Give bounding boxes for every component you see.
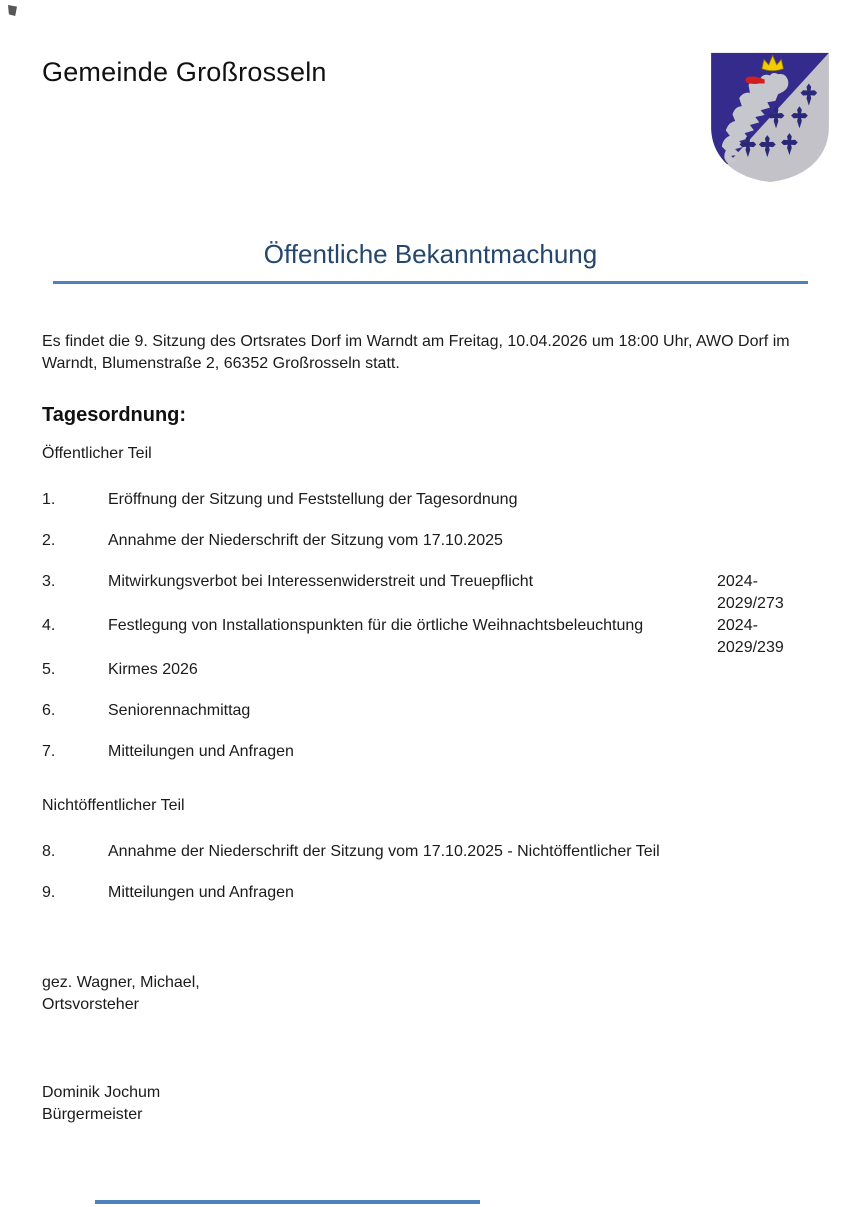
agenda-item-text: Festlegung von Installationspunkten für die örtliche Weihnachtsbeleuchtung (108, 617, 644, 634)
agenda-item-reference (717, 571, 819, 615)
signature-buergermeister (42, 1082, 819, 1126)
agenda-item (42, 530, 819, 552)
document-title: Öffentliche Bekanntmachung (263, 239, 598, 269)
agenda-item-text: Eröffnung der Sitzung und Feststellung der Tagesordnung (108, 491, 518, 508)
agenda-list-nonpublic (42, 841, 819, 904)
signature-role: Bürgermeister (42, 1106, 143, 1123)
agenda-item (42, 489, 819, 511)
document-title-block (53, 238, 808, 284)
section-label-public: Öffentlicher Teil (42, 445, 152, 462)
agenda-item-text: Annahme der Niederschrift der Sitzung vom 17.10.2025 - Nichtöffentlicher Teil (108, 843, 660, 860)
agenda-item (42, 571, 819, 615)
agenda-item-text: Mitteilungen und Anfragen (108, 743, 294, 760)
intro-paragraph: Es findet die 9. Sitzung des Ortsrates Dorf im Warndt am Freitag, 10.04.2026 um 18:00 Uhr, AWO Dorf im Warndt, Blumenstraße 2, 66352 Großrosseln statt. (42, 333, 790, 372)
signature-name: Dominik Jochum (42, 1084, 161, 1101)
agenda-item-text: Mitteilungen und Anfragen (108, 884, 294, 901)
agenda-item (42, 700, 819, 722)
agenda-item-text: Annahme der Niederschrift der Sitzung vom 17.10.2025 (108, 532, 503, 549)
agenda-item-reference-line: 2024- (717, 617, 758, 634)
agenda-item-text: Kirmes 2026 (108, 661, 198, 678)
agenda-item (42, 841, 819, 863)
agenda-item-reference (717, 615, 819, 659)
agenda-item (42, 659, 819, 681)
agenda-item-number: 3. (42, 573, 56, 590)
agenda-item-text: Seniorennachmittag (108, 702, 251, 719)
agenda-item-number: 8. (42, 843, 56, 860)
agenda-item (42, 741, 819, 763)
agenda-item-text: Mitwirkungsverbot bei Interessenwiderstreit und Treuepflicht (108, 573, 534, 590)
agenda-item-number: 2. (42, 532, 56, 549)
agenda-item (42, 882, 819, 904)
agenda-item-reference-line: 2029/239 (717, 639, 784, 656)
footer-rule (95, 1200, 480, 1204)
signature-role: Ortsvorsteher (42, 996, 139, 1013)
agenda-item-number: 5. (42, 661, 56, 678)
agenda-heading: Tagesordnung: (42, 404, 187, 426)
agenda-item-number: 4. (42, 617, 56, 634)
agenda-item (42, 615, 819, 659)
agenda-item-number: 7. (42, 743, 56, 760)
agenda-item-number: 1. (42, 491, 56, 508)
agenda-item-number: 6. (42, 702, 56, 719)
municipality-name: Gemeinde Großrosseln (42, 57, 327, 87)
coat-of-arms-icon (703, 46, 837, 188)
agenda-item-number: 9. (42, 884, 56, 901)
section-label-nonpublic: Nichtöffentlicher Teil (42, 797, 185, 814)
agenda-list-public (42, 489, 819, 763)
signature-name: gez. Wagner, Michael, (42, 974, 200, 991)
agenda-item-reference-line: 2024- (717, 573, 758, 590)
agenda-item-reference-line: 2029/273 (717, 595, 784, 612)
signature-ortsvorsteher (42, 972, 819, 1016)
